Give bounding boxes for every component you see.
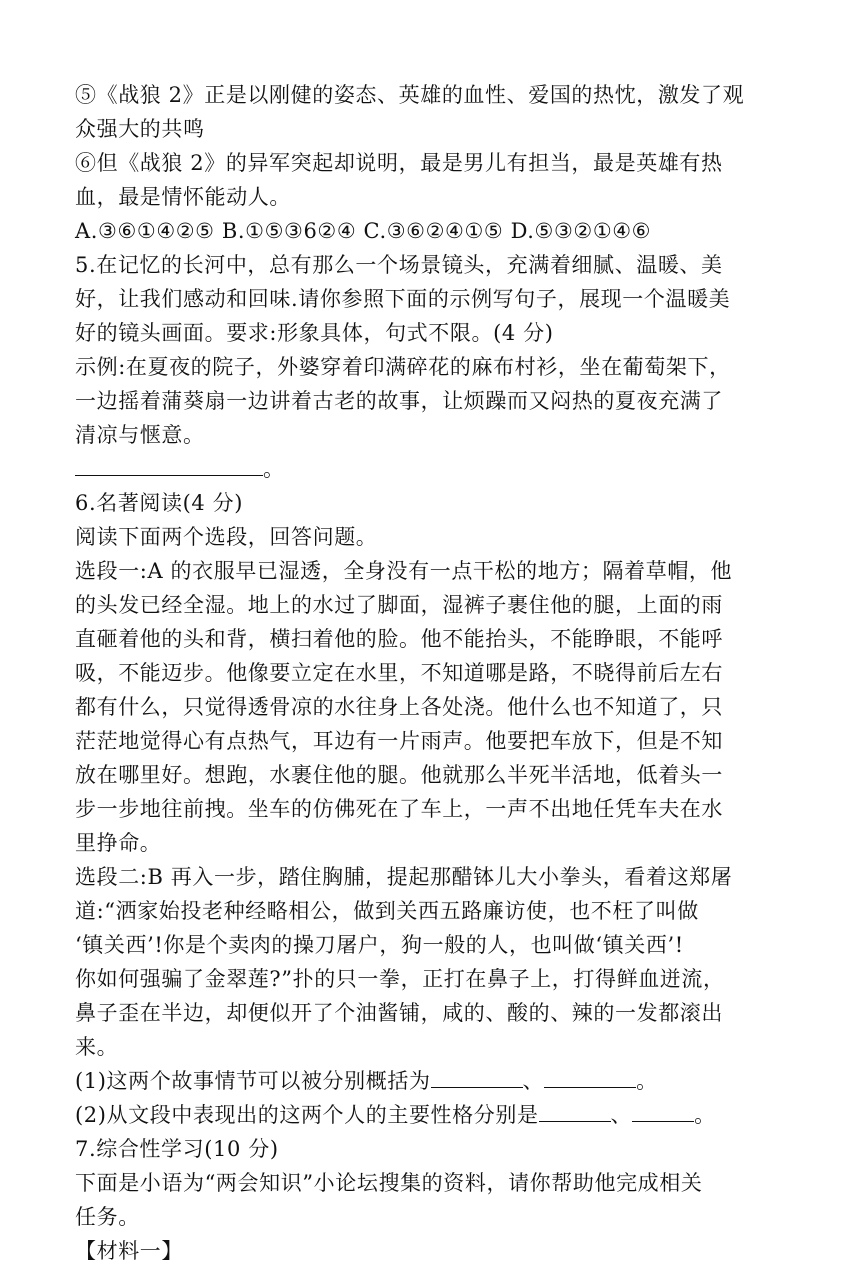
passage-1-line: 里挣命。 — [75, 831, 162, 855]
text-line: ⑤《战狼 2》正是以刚健的姿态、英雄的血性、爱国的热忱，激发了观 — [75, 83, 745, 107]
period: 。 — [694, 1103, 716, 1127]
text-line: 下面是小语为“两会知识”小论坛搜集的资料，请你帮助他完成相关 — [75, 1171, 703, 1195]
passage-2-line: ‘镇关西’!你是个卖肉的操刀屠户，狗一般的人，也叫做‘镇关西’! — [75, 933, 684, 957]
text-line: ⑥但《战狼 2》的异军突起却说明，最是男儿有担当，最是英雄有热 — [75, 151, 723, 175]
material-heading: 【材料一】 — [75, 1239, 183, 1263]
text-line: 好的镜头画面。要求:形象具体，句式不限。(4 分) — [75, 321, 554, 345]
text-line: 好，让我们感动和回味.请你参照下面的示例写句子，展现一个温暖美 — [75, 287, 731, 311]
passage-1-line: 的头发已经全湿。地上的水过了脚面，湿裤子裹住他的腿，上面的雨 — [75, 593, 723, 617]
text-line: 血，最是情怀能动人。 — [75, 185, 291, 209]
answer-options: A.③⑥①④②⑤ B.①⑤③6②④ C.③⑥②④①⑤ D.⑤③②①④⑥ — [75, 219, 652, 243]
answer-blank[interactable] — [431, 1065, 523, 1088]
example-line: 清凉与惬意。 — [75, 423, 205, 447]
passage-2-line: 选段二:B 再入一步，踏住胸脯，提起那醋钵儿大小拳头，看着这郑屠 — [75, 865, 733, 889]
passage-1-line: 放在哪里好。想跑，水裹住他的腿。他就那么半死半活地，低着头一 — [75, 763, 723, 787]
question-5-heading: 5.在记忆的长河中，总有那么一个场景镜头，充满着细腻、温暖、美 — [75, 253, 723, 277]
sub-question-1-text: (1)这两个故事情节可以被分别概括为 — [75, 1069, 431, 1093]
answer-blank[interactable] — [632, 1099, 694, 1122]
period: 。 — [636, 1069, 658, 1093]
question-6-heading: 6.名著阅读(4 分) — [75, 491, 244, 515]
example-line: 示例:在夏夜的院子，外婆穿着印满碎花的麻布村衫，坐在葡萄架下， — [75, 355, 731, 379]
separator: 、 — [522, 1069, 545, 1093]
question-7-heading: 7.综合性学习(10 分) — [75, 1137, 279, 1161]
passage-2-line: 鼻子歪在半边，却便似开了个油酱铺，咸的、酸的、辣的一发都滚出 — [75, 1001, 723, 1025]
sub-question-2 — [75, 1098, 815, 1132]
passage-2-line: 你如何强骗了金翠莲?”扑的只一拳，正打在鼻子上，打得鲜血迸流， — [75, 967, 725, 991]
passage-1-line: 步一步地往前拽。坐车的仿佛死在了车上，一声不出地任凭车夫在水 — [75, 797, 723, 821]
text-line: 任务。 — [75, 1205, 140, 1229]
separator: 、 — [610, 1103, 633, 1127]
example-line: 一边摇着蒲葵扇一边讲着古老的故事，让烦躁而又闷热的夏夜充满了 — [75, 389, 723, 413]
sub-question-1 — [75, 1064, 815, 1098]
answer-blank-period: 。 — [263, 457, 285, 481]
passage-1-line: 吸，不能迈步。他像要立定在水里，不知道哪是路，不晓得前后左右 — [75, 661, 723, 685]
passage-2-line: 道:“洒家始投老种经略相公，做到关西五路廉访使，也不枉了叫做 — [75, 899, 699, 923]
passage-1-line: 都有什么，只觉得透骨凉的水往身上各处浇。他什么也不知道了，只 — [75, 695, 723, 719]
answer-blank[interactable] — [539, 1099, 611, 1122]
passage-1-line: 选段一:A 的衣服早已湿透，全身没有一点干松的地方；隔着草帽，他 — [75, 559, 733, 583]
answer-blank-line — [75, 452, 815, 486]
answer-blank[interactable] — [75, 453, 263, 476]
text-line: 众强大的共鸣 — [75, 117, 205, 141]
sub-question-2-text: (2)从文段中表现出的这两个人的主要性格分别是 — [75, 1103, 539, 1127]
passage-1-line: 茫茫地觉得心有点热气，耳边有一片雨声。他要把车放下，但是不知 — [75, 729, 723, 753]
answer-blank[interactable] — [544, 1065, 636, 1088]
passage-1-line: 直砸着他的头和背，横扫着他的脸。他不能抬头，不能睁眼，不能呼 — [75, 627, 723, 651]
passage-2-line: 来。 — [75, 1035, 119, 1059]
document-body — [75, 78, 815, 1268]
text-line: 阅读下面两个选段，回答问题。 — [75, 525, 378, 549]
